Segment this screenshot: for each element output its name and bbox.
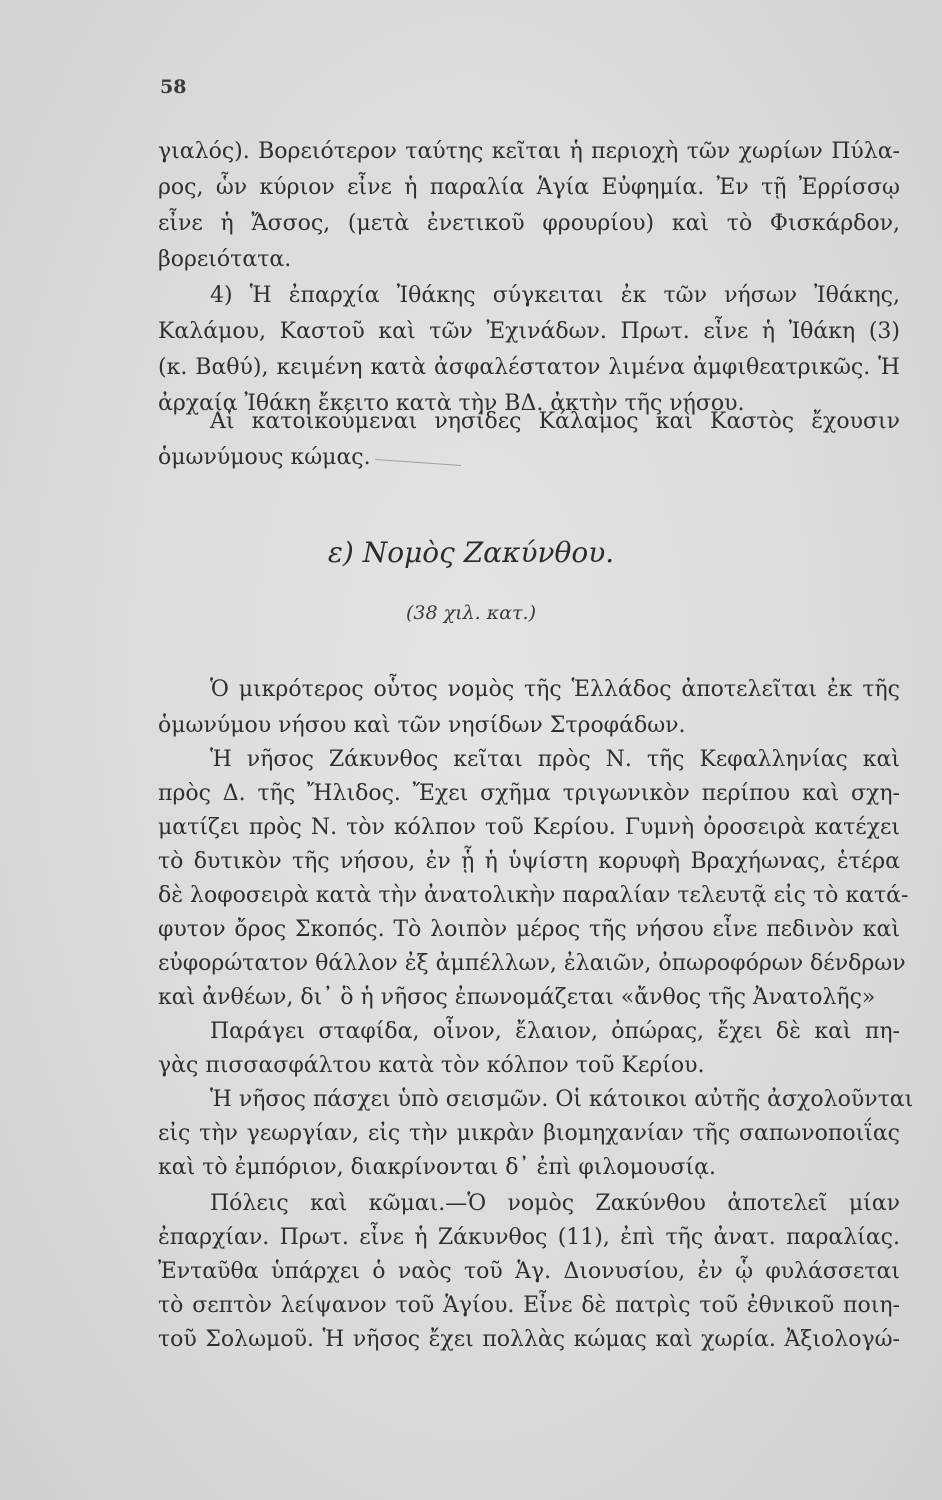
text-line: Ἐνταῦθα ὑπάρχει ὁ ναὸς τοῦ Ἁγ. Διονυσίου, ἐν ᾧ φυλάσσεται [158, 1259, 900, 1284]
text-line: βορειότατα. [158, 247, 292, 272]
text-line: ἀρχαία Ἰθάκη ἔκειτο κατὰ τὴν ΒΔ. ἀκτὴν τῆς νήσου. [158, 391, 745, 416]
text-line: ρος, ὧν κύριον εἶνε ἡ παραλία Ἁγία Εὐφημία. Ἐν τῇ Ἐρρίσσῳ [158, 175, 900, 200]
text-line: γὰς πισσασφάλτου κατὰ τὸν κόλπον τοῦ Κερίου. [158, 1053, 705, 1078]
text-line: 4) Ἡ ἐπαρχία Ἰθάκης σύγκειται ἐκ τῶν νήσων Ἰθάκης, [210, 283, 900, 308]
text-line: τὸ δυτικὸν τῆς νήσου, ἐν ᾗ ἡ ὑψίστη κορυφὴ Βραχήωνας, ἑτέρα [158, 849, 900, 874]
text-line: Ἡ νῆσος Ζάκυνθος κεῖται πρὸς Ν. τῆς Κεφαλληνίας καὶ [210, 747, 900, 772]
text-line: Ἡ νῆσος πάσχει ὑπὸ σεισμῶν. Οἱ κάτοικοι αὐτῆς ἀσχολοῦνται [210, 1087, 914, 1112]
section-area: (38 χιλ. κατ.) [406, 602, 536, 624]
text-line: καὶ τὸ ἐμπόριον, διακρίνονται δ᾽ ἐπὶ φιλομουσίᾳ. [158, 1155, 717, 1180]
text-line: Παράγει σταφίδα, οἶνον, ἔλαιον, ὀπώρας, ἔχει δὲ καὶ πη- [210, 1019, 900, 1044]
text-line: καὶ ἀνθέων, δι᾽ ὃ ἡ νῆσος ἐπωνομάζεται «ἄνθος τῆς Ἀνατολῆς» [158, 985, 876, 1010]
text-line: Καλάμου, Καστοῦ καὶ τῶν Ἐχινάδων. Πρωτ. εἶνε ἡ Ἰθάκη (3) [158, 319, 900, 344]
text-line: ὁμωνύμου νήσου καὶ τῶν νησίδων Στροφάδων. [158, 713, 686, 738]
text-line: γιαλός). Βορειότερον ταύτης κεῖται ἡ περιοχὴ τῶν χωρίων Πύλα- [158, 139, 900, 164]
text-line: Πόλεις καὶ κῶμαι.—Ὁ νομὸς Ζακύνθου ἀποτελεῖ μίαν [210, 1191, 900, 1216]
text-line: Αἱ κατοικούμεναι νησίδες Κάλαμος καὶ Καστὸς ἔχουσιν [210, 409, 900, 434]
text-line: εὐφορώτατον θάλλον ἐξ ἀμπέλλων, ἐλαιῶν, ὀπωροφόρων δένδρων [158, 951, 906, 976]
text-line: ἐπαρχίαν. Πρωτ. εἶνε ἡ Ζάκυνθος (11), ἐπὶ τῆς ἀνατ. παραλίας. [158, 1225, 900, 1250]
text-line: (κ. Βαθύ), κειμένη κατὰ ἀσφαλέστατον λιμένα ἀμφιθεατρικῶς. Ἡ [158, 355, 900, 380]
section-heading: ε) Νομὸς Ζακύνθου. [327, 536, 615, 569]
page-number: 58 [160, 76, 187, 98]
text-line: Ὁ μικρότερος οὗτος νομὸς τῆς Ἑλλάδος ἀποτελεῖται ἐκ τῆς [210, 677, 900, 702]
text-line: πρὸς Δ. τῆς Ἤλιδος. Ἔχει σχῆμα τριγωνικὸν περίπου καὶ σχη- [158, 781, 900, 806]
text-line: φυτον ὄρος Σκοπός. Τὸ λοιπὸν μέρος τῆς νήσου εἶνε πεδινὸν καὶ [158, 917, 900, 942]
text-line: ματίζει πρὸς Ν. τὸν κόλπον τοῦ Κερίου. Γυμνὴ ὀροσειρὰ κατέχει [158, 815, 900, 840]
text-line: τοῦ Σολωμοῦ. Ἡ νῆσος ἔχει πολλὰς κώμας καὶ χωρία. Ἀξιολογώ- [158, 1327, 900, 1352]
text-line: τὸ σεπτὸν λείψανον τοῦ Ἁγίου. Εἶνε δὲ πατρὶς τοῦ ἐθνικοῦ ποιη- [158, 1293, 900, 1318]
text-line: εἶνε ἡ Ἄσσος, (μετὰ ἐνετικοῦ φρουρίου) καὶ τὸ Φισκάρδον, [158, 211, 900, 236]
text-line: δὲ λοφοσειρὰ κατὰ τὴν ἀνατολικὴν παραλίαν τελευτᾷ εἰς τὸ κατά- [158, 883, 909, 908]
text-line: εἰς τὴν γεωργίαν, εἰς τὴν μικρὰν βιομηχανίαν τῆς σαπωνοποιΐας [158, 1121, 900, 1146]
text-line: ὁμωνύμους κώμας. [158, 445, 371, 470]
